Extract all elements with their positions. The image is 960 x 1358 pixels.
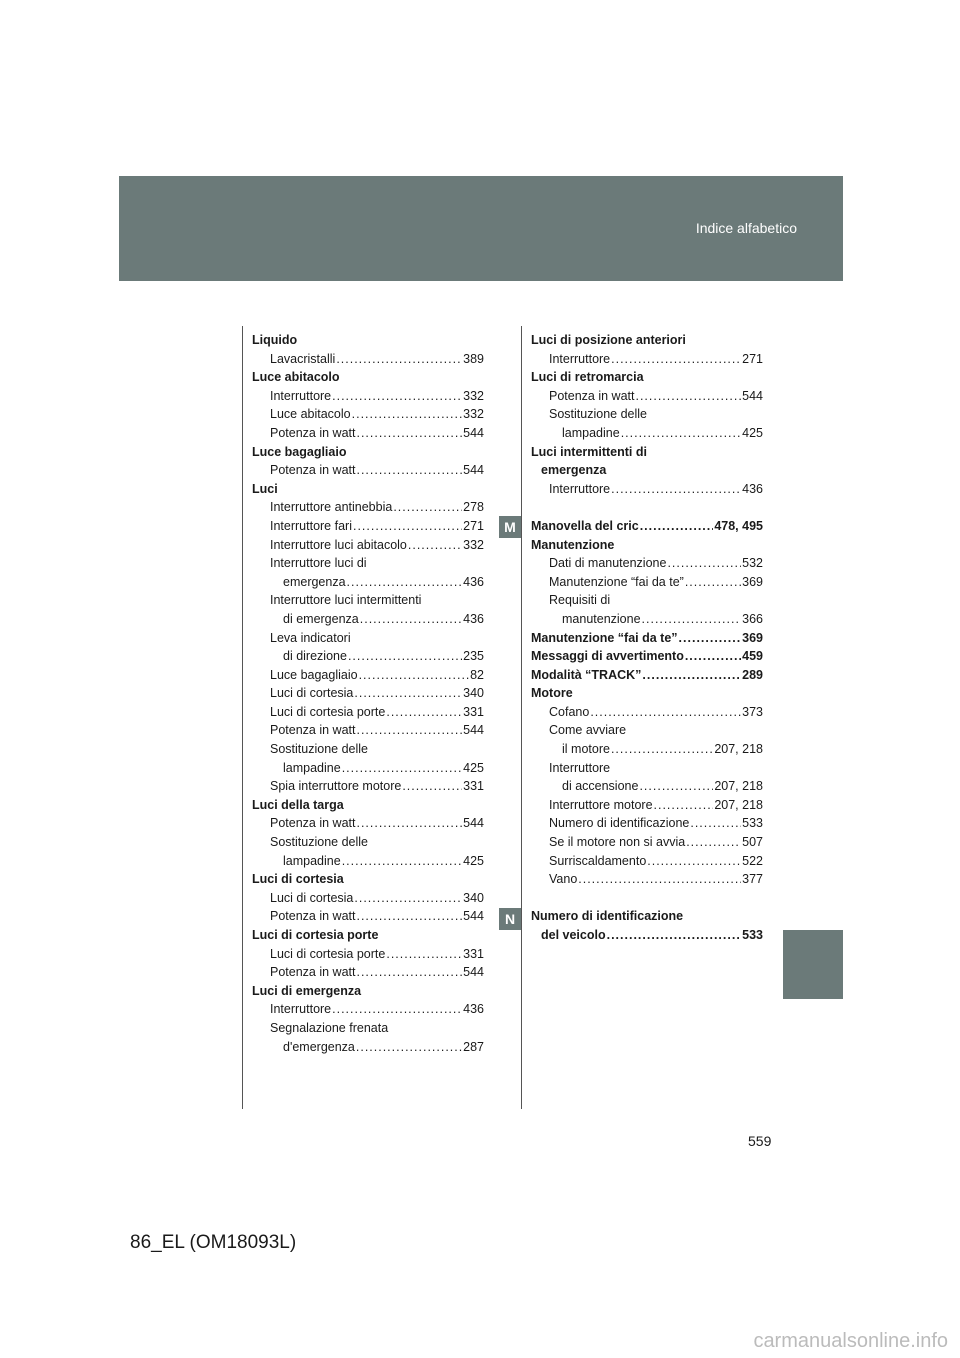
page-reference: 544 <box>742 388 763 403</box>
index-entry <box>252 833 484 852</box>
index-entry <box>531 424 763 443</box>
index-entry <box>531 517 763 536</box>
dot-leader <box>360 610 462 629</box>
index-entry <box>531 796 763 815</box>
dot-leader <box>356 721 462 740</box>
page-reference: 425 <box>463 853 484 868</box>
index-entry <box>531 759 763 778</box>
entry-label: Luci di emergenza <box>252 983 362 998</box>
entry-label: Interruttore antinebbia <box>270 500 393 515</box>
index-entry <box>252 759 484 778</box>
dot-leader <box>354 889 462 908</box>
entry-label: di accensione <box>562 779 639 794</box>
watermark: carmanualsonline.info <box>753 1330 948 1352</box>
page-reference: 478, 495 <box>714 518 763 533</box>
page-reference: 436 <box>463 611 484 626</box>
index-entry <box>531 350 763 369</box>
index-entry <box>531 461 763 480</box>
page-reference: 377 <box>742 872 763 887</box>
column-divider-right <box>521 326 522 1109</box>
section-gap <box>531 498 763 517</box>
index-entry <box>531 814 763 833</box>
index-entry <box>252 591 484 610</box>
page-reference: 544 <box>463 463 484 478</box>
page-reference: 332 <box>463 407 484 422</box>
page-reference: 436 <box>742 481 763 496</box>
entry-label: Se il motore non si avvia <box>549 835 686 850</box>
dot-leader <box>647 852 741 871</box>
index-entry <box>252 368 484 387</box>
entry-label: Luci di cortesia <box>270 890 354 905</box>
entry-label: Spia interruttore motore <box>270 779 402 794</box>
index-entry <box>531 926 763 945</box>
index-entry <box>531 666 763 685</box>
index-entry <box>252 350 484 369</box>
dot-leader <box>356 814 462 833</box>
entry-label: Requisiti di <box>549 593 611 608</box>
entry-label: Manutenzione “fai da te” <box>531 630 678 645</box>
dot-leader <box>590 703 741 722</box>
index-entry <box>252 480 484 499</box>
index-entry <box>531 387 763 406</box>
index-entry <box>531 610 763 629</box>
index-entry <box>252 331 484 350</box>
index-entry <box>531 368 763 387</box>
index-entry <box>252 536 484 555</box>
entry-label: emergenza <box>541 463 607 478</box>
entry-label: Interruttore luci di <box>270 556 367 571</box>
index-entry <box>252 684 484 703</box>
entry-label: Come avviare <box>549 723 627 738</box>
dot-leader <box>342 759 462 778</box>
entry-label: Cofano <box>549 704 590 719</box>
dot-leader <box>408 536 462 555</box>
dot-leader <box>667 554 741 573</box>
entry-label: lampadine <box>562 425 620 440</box>
page-reference: 289 <box>742 667 763 682</box>
page-reference: 436 <box>463 1002 484 1017</box>
page-reference: 235 <box>463 649 484 664</box>
index-entry <box>252 554 484 573</box>
page-reference: 389 <box>463 351 484 366</box>
entry-label: Potenza in watt <box>270 463 356 478</box>
entry-label: emergenza <box>283 574 346 589</box>
entry-label: Interruttore <box>549 351 611 366</box>
page-reference: 532 <box>742 556 763 571</box>
page-reference: 278 <box>463 500 484 515</box>
entry-label: Modalità “TRACK” <box>531 667 642 682</box>
dot-leader <box>642 666 741 685</box>
index-entry <box>252 1019 484 1038</box>
page-reference: 271 <box>463 518 484 533</box>
dot-leader <box>642 610 742 629</box>
entry-label: Interruttore <box>549 760 611 775</box>
entry-label: Luce abitacolo <box>270 407 351 422</box>
index-entry <box>531 777 763 796</box>
page-reference: 522 <box>742 853 763 868</box>
section-gap <box>531 889 763 908</box>
index-entry <box>252 777 484 796</box>
dot-leader <box>356 963 462 982</box>
dot-leader <box>347 573 463 592</box>
entry-label: manutenzione <box>562 611 641 626</box>
index-entry <box>531 907 763 926</box>
page-reference: 544 <box>463 965 484 980</box>
letter-marker-m: M <box>499 516 521 538</box>
entry-label: Segnalazione frenata <box>270 1020 389 1035</box>
index-entry <box>252 721 484 740</box>
index-entry <box>531 703 763 722</box>
page-number: 559 <box>748 1133 772 1149</box>
entry-label: Luce bagagliaio <box>252 444 347 459</box>
index-entry <box>531 870 763 889</box>
entry-label: Interruttore <box>270 388 332 403</box>
page-reference: 207, 218 <box>714 742 763 757</box>
index-entry <box>531 443 763 462</box>
entry-label: Motore <box>531 686 573 701</box>
dot-leader <box>359 666 470 685</box>
index-entry <box>531 740 763 759</box>
entry-label: Luci di retromarcia <box>531 370 644 385</box>
page-reference: 373 <box>742 704 763 719</box>
dot-leader <box>386 945 462 964</box>
entry-label: Luce abitacolo <box>252 370 340 385</box>
index-entry <box>531 405 763 424</box>
dot-leader <box>354 684 462 703</box>
index-entry <box>531 721 763 740</box>
page-reference: 271 <box>742 351 763 366</box>
dot-leader <box>686 833 741 852</box>
page-reference: 332 <box>463 388 484 403</box>
dot-leader <box>356 424 462 443</box>
letter-marker-n: N <box>499 908 521 930</box>
entry-label: il motore <box>562 742 610 757</box>
index-entry <box>252 647 484 666</box>
entry-label: Interruttore motore <box>549 797 653 812</box>
entry-label: lampadine <box>283 853 341 868</box>
index-entry <box>252 629 484 648</box>
index-entry <box>252 610 484 629</box>
index-entry <box>252 573 484 592</box>
index-entry <box>252 982 484 1001</box>
header-band <box>119 176 843 281</box>
page-reference: 533 <box>742 816 763 831</box>
page-reference: 331 <box>463 779 484 794</box>
entry-label: Sostituzione delle <box>270 835 368 850</box>
index-entry <box>531 573 763 592</box>
index-column-2 <box>531 331 763 945</box>
page-reference: 544 <box>463 425 484 440</box>
dot-leader <box>386 703 462 722</box>
index-entry <box>252 387 484 406</box>
index-entry <box>252 703 484 722</box>
dot-leader <box>611 740 713 759</box>
page-reference: 544 <box>463 909 484 924</box>
entry-label: Sostituzione delle <box>270 742 368 757</box>
index-entry <box>252 945 484 964</box>
page-reference: 287 <box>463 1039 484 1054</box>
entry-label: Luci di cortesia porte <box>252 928 379 942</box>
page-reference: 369 <box>742 630 763 645</box>
entry-label: Messaggi di avvertimento <box>531 649 684 664</box>
entry-label: Numero di identificazione <box>531 909 684 924</box>
entry-label: lampadine <box>283 760 341 775</box>
entry-label: Surriscaldamento <box>549 853 647 868</box>
index-entry <box>252 814 484 833</box>
index-entry <box>252 907 484 926</box>
page-reference: 366 <box>742 611 763 626</box>
dot-leader <box>356 907 462 926</box>
index-entry <box>531 591 763 610</box>
index-column-1 <box>252 331 484 1056</box>
column-divider-left <box>242 326 243 1109</box>
dot-leader <box>611 480 741 499</box>
entry-label: Luci <box>252 481 278 496</box>
entry-label: Potenza in watt <box>270 965 356 980</box>
index-entry <box>531 536 763 555</box>
entry-label: Luci di cortesia porte <box>270 704 386 719</box>
entry-label: d'emergenza <box>283 1039 355 1054</box>
dot-leader <box>356 461 462 480</box>
entry-label: Manovella del cric <box>531 518 639 533</box>
dot-leader <box>348 647 462 666</box>
index-entry <box>252 926 484 945</box>
entry-label: Numero di identificazione <box>549 816 690 831</box>
entry-label: Leva indicatori <box>270 630 351 645</box>
entry-label: Potenza in watt <box>270 425 356 440</box>
index-entry <box>252 443 484 462</box>
dot-leader <box>332 1000 462 1019</box>
index-entry <box>252 796 484 815</box>
page-reference: 207, 218 <box>714 779 763 794</box>
entry-label: Interruttore <box>270 1002 332 1017</box>
index-entry <box>252 461 484 480</box>
entry-label: Manutenzione <box>531 537 615 552</box>
dot-leader <box>342 852 462 871</box>
entry-label: Interruttore <box>549 481 611 496</box>
dot-leader <box>654 796 714 815</box>
index-entry <box>531 833 763 852</box>
entry-label: Potenza in watt <box>549 388 635 403</box>
entry-label: Liquido <box>252 333 298 347</box>
page-reference: 207, 218 <box>714 797 763 812</box>
entry-label: Luci della targa <box>252 797 344 812</box>
entry-label: Vano <box>549 872 578 887</box>
entry-label: Manutenzione “fai da te” <box>549 574 684 589</box>
index-entry <box>252 870 484 889</box>
entry-label: Interruttore luci abitacolo <box>270 537 407 552</box>
index-entry <box>531 331 763 350</box>
thumb-index-tab <box>783 930 843 999</box>
entry-label: Luci di cortesia porte <box>270 946 386 961</box>
page-reference: 82 <box>470 667 484 682</box>
index-entry <box>252 405 484 424</box>
page-reference: 533 <box>742 928 763 942</box>
page-reference: 340 <box>463 686 484 701</box>
dot-leader <box>402 777 462 796</box>
entry-label: di direzione <box>283 649 347 664</box>
index-entry <box>531 480 763 499</box>
index-entry <box>531 852 763 871</box>
dot-leader <box>356 1038 462 1057</box>
dot-leader <box>393 498 462 517</box>
page-reference: 340 <box>463 890 484 905</box>
entry-label: Luci intermittenti di <box>531 444 647 459</box>
dot-leader <box>611 350 741 369</box>
index-entry <box>252 1000 484 1019</box>
dot-leader <box>640 517 714 536</box>
section-title: Indice alfabetico <box>695 220 797 236</box>
entry-label: Luci di cortesia <box>252 872 344 887</box>
index-entry <box>252 424 484 443</box>
dot-leader <box>685 647 741 666</box>
entry-label: Luce bagagliaio <box>270 667 358 682</box>
entry-label: Interruttore luci intermittenti <box>270 593 422 608</box>
dot-leader <box>690 814 741 833</box>
entry-label: Sostituzione delle <box>549 407 647 422</box>
dot-leader <box>352 405 463 424</box>
entry-label: Luci di posizione anteriori <box>531 333 686 347</box>
page-reference: 331 <box>463 946 484 961</box>
entry-label: Lavacristalli <box>270 351 336 366</box>
page-reference: 332 <box>463 537 484 552</box>
entry-label: Potenza in watt <box>270 723 356 738</box>
index-entry <box>252 498 484 517</box>
index-entry <box>531 629 763 648</box>
index-entry <box>531 554 763 573</box>
page-reference: 459 <box>742 649 763 664</box>
dot-leader <box>685 573 741 592</box>
entry-label: Luci di cortesia <box>270 686 354 701</box>
dot-leader <box>639 777 713 796</box>
dot-leader <box>635 387 741 406</box>
page-reference: 425 <box>463 760 484 775</box>
entry-label: del veicolo <box>541 928 606 942</box>
page-reference: 436 <box>463 574 484 589</box>
entry-label: Potenza in watt <box>270 816 356 831</box>
page-reference: 369 <box>742 574 763 589</box>
page-reference: 331 <box>463 704 484 719</box>
index-entry <box>252 1038 484 1057</box>
entry-label: Potenza in watt <box>270 909 356 924</box>
index-entry <box>252 852 484 871</box>
page-reference: 544 <box>463 816 484 831</box>
index-entry <box>531 647 763 666</box>
index-entry <box>252 740 484 759</box>
dot-leader <box>578 870 741 889</box>
index-entry <box>252 517 484 536</box>
dot-leader <box>679 629 742 648</box>
page-reference: 544 <box>463 723 484 738</box>
dot-leader <box>353 517 462 536</box>
index-entry <box>252 666 484 685</box>
dot-leader <box>336 350 462 369</box>
document-code: 86_EL (OM18093L) <box>130 1232 297 1253</box>
page-reference: 425 <box>742 425 763 440</box>
dot-leader <box>607 926 742 945</box>
index-entry <box>252 889 484 908</box>
dot-leader <box>332 387 462 406</box>
page-reference: 507 <box>742 835 763 850</box>
entry-label: Interruttore fari <box>270 518 352 533</box>
index-entry <box>252 963 484 982</box>
entry-label: di emergenza <box>283 611 359 626</box>
dot-leader <box>621 424 741 443</box>
index-entry <box>531 684 763 703</box>
entry-label: Dati di manutenzione <box>549 556 667 571</box>
